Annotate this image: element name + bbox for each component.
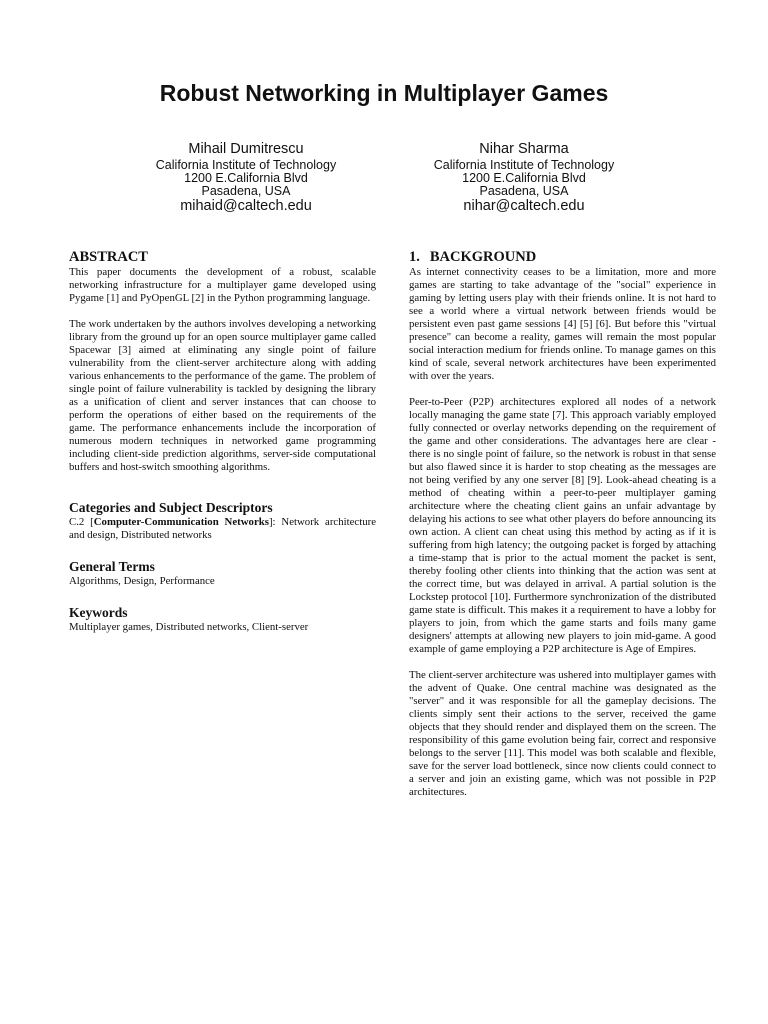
author-name: Nihar Sharma [479, 141, 569, 157]
author-block-1 [96, 140, 396, 214]
author-name: Mihail Dumitrescu [188, 141, 304, 157]
keywords-text: Multiplayer games, Distributed networks, Client-server [69, 621, 309, 633]
author-affiliation: California Institute of Technology [155, 158, 337, 172]
paper-title: Robust Networking in Multiplayer Games [159, 80, 609, 106]
author-address: 1200 E.California Blvd [184, 171, 308, 185]
author-block-2 [374, 140, 674, 214]
background-heading: 1. BACKGROUND [409, 249, 537, 265]
author-email: mihaid@caltech.edu [180, 198, 312, 214]
author-city: Pasadena, USA [479, 184, 569, 198]
right-column [409, 248, 716, 799]
section-number: 1. [409, 249, 420, 265]
author-address: 1200 E.California Blvd [462, 171, 586, 185]
abstract-heading: ABSTRACT [69, 249, 148, 265]
background-paragraph: The client-server architecture was ushered into multiplayer games with the advent of Quake. One central machine was designated as the "server" and it was responsible for all the gameplay decisions. The clients simply sent their actions to the server, received the game objects that they should render and displayed them on the screen. The responsibility of this game evolution being fair, correct and responsive belongs to the server [11]. This model was both scalable and flexible, save for the server load bottleneck, since now clients could connect to a server and join an existing game, which was not possible in P2P architectures. [409, 669, 716, 798]
categories-heading: Categories and Subject Descriptors [69, 500, 273, 515]
author-email: nihar@caltech.edu [463, 198, 585, 214]
categories-text: C.2 [Computer-Communication Networks]: Network architecture and design, Distributed networks [69, 516, 376, 541]
abstract-paragraph: The work undertaken by the authors involves developing a networking library from the ground up for an open source multiplayer game called Spacewar [3] aimed at eliminating any single point of failure vulnerability from the client-server architecture along with adding various enhancements to the performance of the game. The problem of single point of failure vulnerability is tackled by designing the library as a unification of client and server instances that can choose to perform the operations of either based on the requirements of the game. The performance enhancements include the incorporation of numerous modern techniques in networked game programming including client-side prediction algorithms, server-side computational buffers and host-switch smoothing algorithms. [69, 318, 376, 473]
left-column [69, 248, 376, 634]
author-affiliation: California Institute of Technology [433, 158, 615, 172]
general-terms-text: Algorithms, Design, Performance [69, 575, 215, 587]
general-terms-heading: General Terms [69, 559, 155, 574]
keywords-heading: Keywords [69, 605, 128, 620]
abstract-paragraph: This paper documents the development of a robust, scalable networking infrastructure for a multiplayer game developed using Pygame [1] and PyOpenGL [2] in the Python programming language. [69, 266, 376, 304]
background-paragraph: As internet connectivity ceases to be a limitation, more and more games are starting to take advantage of the "social" experience in gaming by letting users play with their friends online. It is not hard to see a world where a virtual network between friends would be persistent even past game sessions [4] [5] [6]. But before this "virtual presence" can become a reality, games will remain the most popular social interaction medium for friends online. To manage games on this kind of scale, several network architectures have been experimented with over the years. [409, 266, 716, 382]
author-city: Pasadena, USA [201, 184, 291, 198]
background-paragraph: Peer-to-Peer (P2P) architectures explored all nodes of a network locally managing the game state [7]. This approach variably employed fully connected or overlay networks depending on the requirement of the game and other considerations. The advantages here are clear - there is no single point of failure, so the network is robust in that sense but also flawed since it is harder to stop cheating as the messages are not being verified by any one server [8] [9]. Look-ahead cheating is a method of cheating within a peer-to-peer multiplayer gaming architecture where the cheating client gains an unfair advantage by delaying his actions to see what other players do before announcing its own action. A client can cheat using this method by acting as if it is suffering from high latency; the outgoing packet is forged by attaching a time-stamp that is prior to the actual moment the packet is sent, thereby fooling other clients into thinking that the action was sent at the correct time, but was delayed in arrival. A partial solution is the Lockstep protocol [10]. Furthermore synchronization of the distributed game state is difficult. This makes it a requirement to have a lobby for players to join, from which the game starts and foils many game designers' attempts at allowing new players to join mid-game. A good example of game employing a P2P architecture is Age of Empires. [409, 396, 716, 655]
